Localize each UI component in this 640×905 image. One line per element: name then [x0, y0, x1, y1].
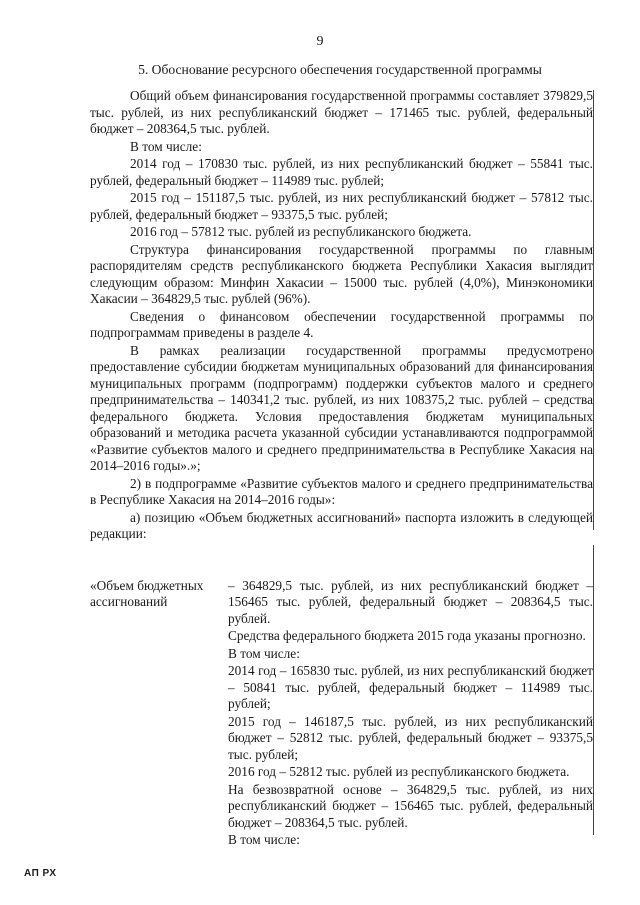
- scan-edge-line: [593, 545, 594, 835]
- scan-edge-line: [593, 90, 594, 530]
- passport-line: На безвозвратной основе – 364829,5 тыс. рублей, из них республиканский бюджет – 156465 тыс. рублей, федеральный бюджет – 208364,5 тыс. рублей.: [228, 781, 593, 830]
- paragraph-item-a: а) позицию «Объем бюджетных ассигнований» паспорта изложить в следующей редакции:: [90, 509, 593, 541]
- paragraph-total-funding: Общий объем финансирования государственной программы составляет 379829,5 тыс. рублей, из них республиканский бюджет – 171465 тыс. рублей, федеральный бюджет – 208364,5 тыс. рублей.: [90, 88, 593, 136]
- paragraph-item-2: 2) в подпрограмме «Развитие субъектов малого и среднего предпринимательства в Республике Хакасия на 2014–2016 годы»:: [90, 475, 593, 507]
- passport-line: В том числе:: [228, 832, 300, 847]
- passport-line: Средства федерального бюджета 2015 года указаны прогнозно.: [228, 628, 586, 643]
- passport-label: «Объем бюджетных ассигнований: [90, 577, 204, 609]
- passport-line: В том числе:: [228, 645, 300, 661]
- passport-table: [90, 578, 593, 850]
- passport-line: 2015 год – 146187,5 тыс. рублей, из них республиканский бюджет – 52812 тыс. рублей, федеральный бюджет – 93375,5 тыс. рублей;: [228, 713, 593, 762]
- section-heading: 5. Обоснование ресурсного обеспечения государственной программы: [138, 62, 542, 77]
- passport-line: 2016 год – 52812 тыс. рублей из республиканского бюджета.: [228, 764, 570, 779]
- paragraph-2016: 2016 год – 57812 тыс. рублей из республиканского бюджета.: [130, 224, 472, 239]
- footer-mark: АП РХ: [24, 868, 57, 879]
- paragraph-details: Сведения о финансовом обеспечении государственной программы по подпрограммам приведены в разделе 4.: [90, 308, 593, 340]
- passport-line: – 364829,5 тыс. рублей, из них республиканский бюджет – 156465 тыс. рублей, федеральный бюджет – 208364,5 тыс. рублей.: [228, 577, 593, 626]
- page-number: 9: [316, 34, 324, 49]
- paragraph-2015: 2015 год – 151187,5 тыс. рублей, из них республиканский бюджет – 57812 тыс. рублей, федеральный бюджет – 93375,5 тыс. рублей;: [90, 190, 593, 222]
- spacer: [90, 544, 593, 578]
- paragraph-including: В том числе:: [130, 138, 202, 154]
- paragraph-2014: 2014 год – 170830 тыс. рублей, из них республиканский бюджет – 55841 тыс. рублей, федеральный бюджет – 114989 тыс. рублей;: [90, 156, 593, 188]
- document-body: [90, 88, 593, 850]
- passport-line: 2014 год – 165830 тыс. рублей, из них республиканский бюджет – 50841 тыс. рублей, федеральный бюджет – 114989 тыс. рублей;: [228, 663, 593, 711]
- paragraph-subsidy: В рамках реализации государственной программы предусмотрено предоставление субсидии бюджетам муниципальных образований для финансирования муниципальных программ (подпрограмм) поддержки субъектов малого и среднего предпринимательства – 140341,2 тыс. рублей, из них 108375,2 тыс. рублей – средства федерального бюджета. Условия предоставления бюджетам муниципальных образований и методика расчета указанной субсидии устанавливаются подпрограммой «Развитие субъектов малого и среднего предпринимательства в Республике Хакасия на 2014–2016 годы».»;: [90, 342, 593, 473]
- paragraph-structure: Структура финансирования государственной программы по главным распорядителям средств республиканского бюджета Республики Хакасия выглядит следующим образом: Минфин Хакасии – 15000 тыс. рублей (4,0%), Минэкономики Хакасии – 364829,5 тыс. рублей (96%).: [90, 241, 593, 306]
- passport-values: [228, 578, 593, 850]
